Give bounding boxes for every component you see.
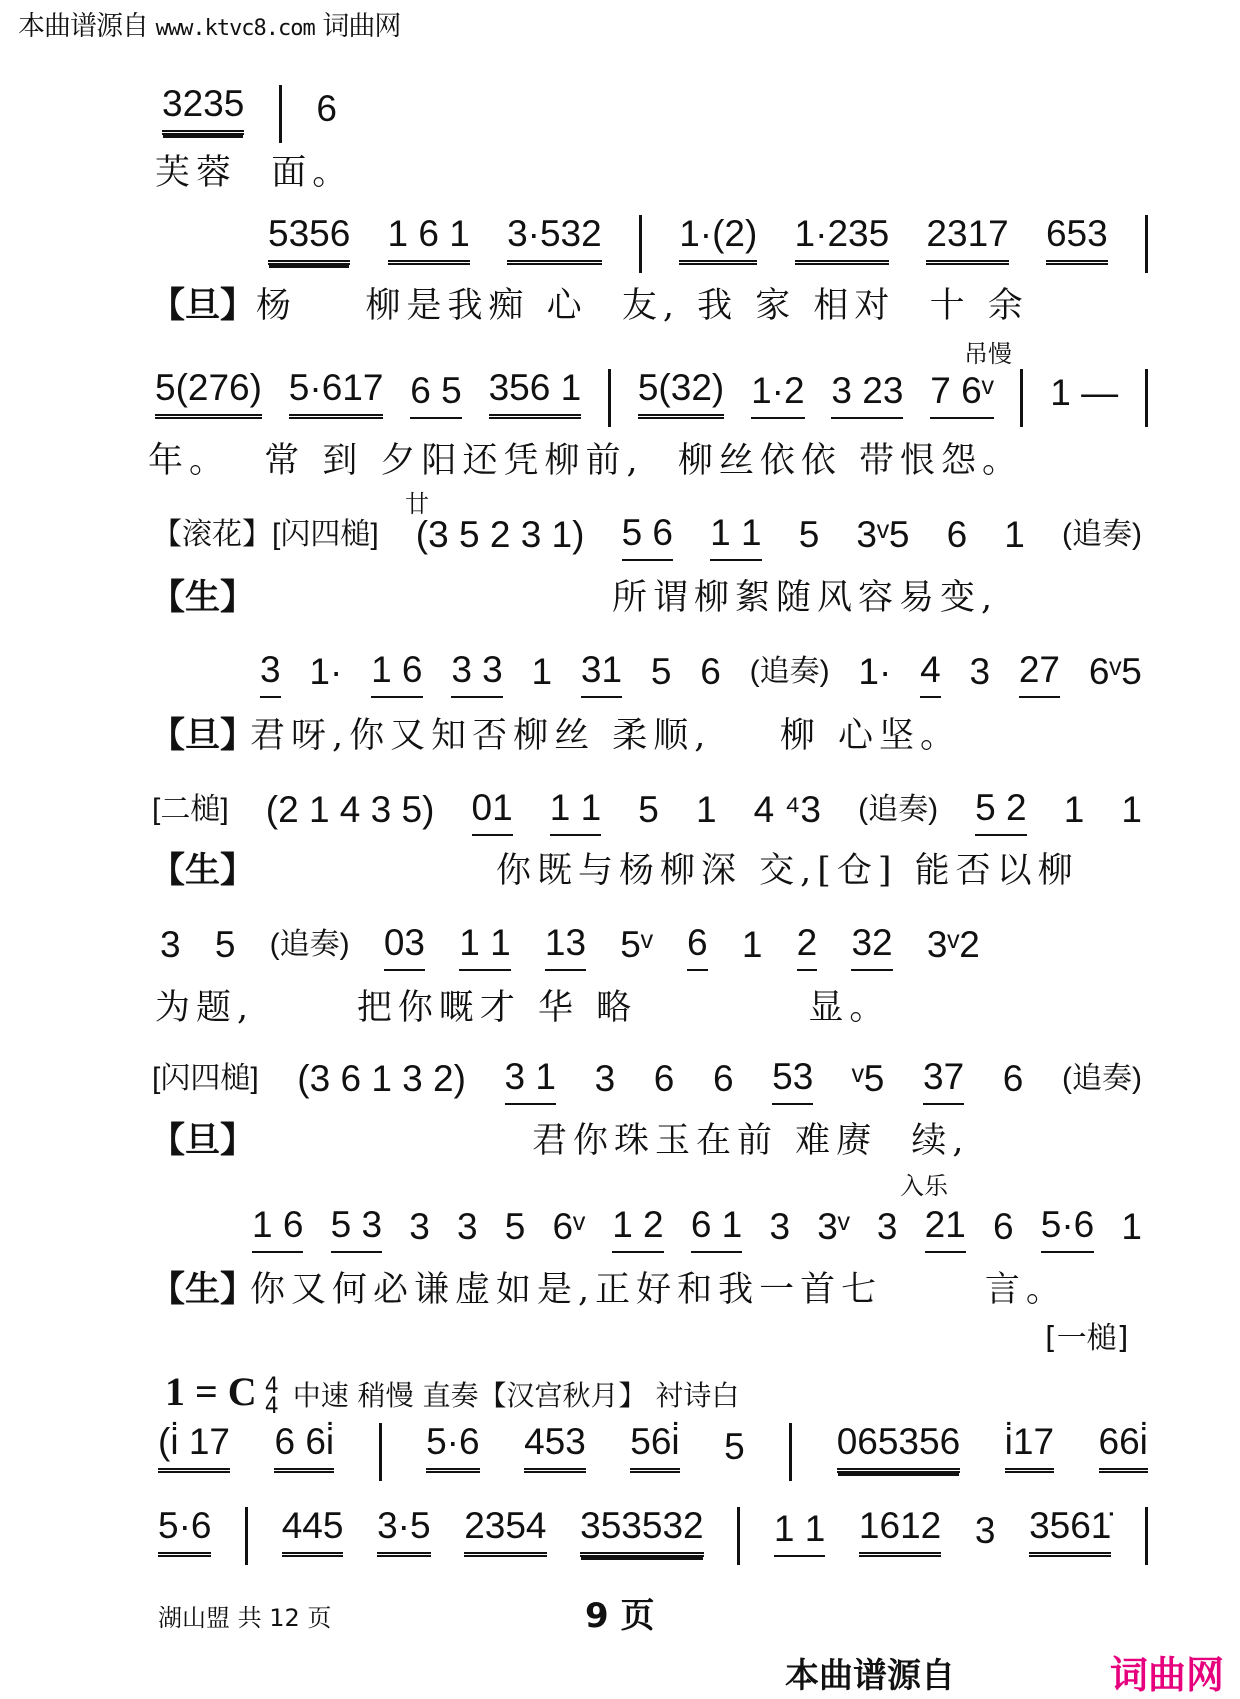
note-group: 5 xyxy=(724,1426,745,1467)
note-group: [二槌] xyxy=(152,793,229,826)
note-group: 653 xyxy=(1046,214,1108,265)
note-group: 1 xyxy=(1121,789,1142,830)
note-group: 66i̇ xyxy=(1099,1422,1148,1473)
barline xyxy=(1020,369,1023,427)
note-group: 5 xyxy=(650,651,672,692)
note-group: 1 xyxy=(741,924,763,965)
role-label-dan: 【旦】 xyxy=(150,286,256,326)
notation-line xyxy=(152,511,1142,561)
note-group: 1·235 xyxy=(795,214,890,265)
note-group: 2354 xyxy=(464,1506,546,1557)
note-group: 1 1 xyxy=(459,923,510,971)
lyric-line: 君你珠玉在前 难赓 续, xyxy=(532,1121,970,1161)
lyric-line: 你又何必谦虚如是,正好和我一首七 言。 xyxy=(250,1270,1067,1310)
role-label-sheng: 【生】 xyxy=(150,1270,256,1310)
time-signature xyxy=(264,1374,279,1419)
watermark-url: www.ktvc8.com xyxy=(155,16,315,41)
note-group: 1· xyxy=(858,651,892,692)
note-group: 3 xyxy=(457,1206,478,1247)
lyric-line: 年。 常 到 夕阳还凭柳前, 柳丝依依 带恨怨。 xyxy=(148,441,1024,481)
note-group: 3561̇ xyxy=(1029,1506,1111,1557)
lyric-line: 芙蓉 面。 xyxy=(155,153,354,193)
note-group: 5·6 xyxy=(1041,1205,1094,1253)
note-group: 1 xyxy=(695,789,717,830)
barline xyxy=(639,215,642,273)
barline xyxy=(279,85,282,143)
note-group: (3 5 2 3 1) xyxy=(415,514,585,555)
note-group: 5(32) xyxy=(638,368,724,419)
note-group: 445 xyxy=(282,1506,344,1557)
note-group: 1 2 xyxy=(612,1205,663,1253)
note-group: 3ᵛ xyxy=(817,1206,850,1247)
note-group: (追奏) xyxy=(749,655,830,688)
note-group: 453 xyxy=(524,1422,586,1473)
note-group: 01 xyxy=(472,788,513,836)
note-group: (追奏) xyxy=(269,928,350,961)
barline xyxy=(1145,369,1148,427)
note-group: 4 ⁴3 xyxy=(753,789,821,830)
note-group: 4 xyxy=(920,650,941,698)
song-title: 湖山盟 xyxy=(158,1604,230,1632)
ts-bottom: 4 xyxy=(264,1394,279,1419)
note-group: 353532 xyxy=(580,1506,703,1557)
note-group: 5·6 xyxy=(426,1422,479,1473)
footer-title xyxy=(158,1598,331,1633)
role-label-sheng: 【生】 xyxy=(150,578,256,618)
note-group: 5356 xyxy=(268,214,350,265)
watermark-site: 词曲网 xyxy=(322,11,401,42)
note-group: 3 xyxy=(594,1058,616,1099)
note-group: 6ᵛ5 xyxy=(1088,651,1142,692)
lyric-line: 所谓柳絮随风容易变, xyxy=(612,578,999,618)
note-group: 3 xyxy=(260,650,281,698)
note-group: (i̇ 17 xyxy=(158,1422,230,1473)
note-group: 3 xyxy=(974,1510,996,1551)
note-group: 27 xyxy=(1019,650,1060,698)
note-group: 5 2 xyxy=(975,788,1026,836)
barline xyxy=(245,1507,248,1565)
watermark-bottom-text: 本曲谱源自 xyxy=(785,1656,955,1696)
note-group: 356 1 xyxy=(489,368,582,419)
percussion-mark: [一槌] xyxy=(1045,1321,1129,1356)
note-group: 【滚花】[闪四槌] xyxy=(152,518,379,551)
barline xyxy=(608,369,611,427)
barline xyxy=(1145,1507,1148,1565)
notation-line xyxy=(162,85,337,135)
note-group: 5ᵛ xyxy=(620,924,653,965)
tempo-mark-diaoman: 吊慢 xyxy=(964,340,1012,368)
note-group: 3 xyxy=(876,1206,898,1247)
tempo-text: 中速 稍慢 直奏【汉宫秋月】 衬诗白 xyxy=(292,1379,740,1412)
note-group: (3 6 1 3 2) xyxy=(297,1058,466,1099)
note-group: 1 6 xyxy=(252,1205,303,1253)
note-group: 6 xyxy=(316,88,337,129)
note-group: [闪四槌] xyxy=(152,1062,259,1095)
note-group: 6 xyxy=(700,651,721,692)
note-group: 5·617 xyxy=(289,368,384,419)
note-group: 1612 xyxy=(859,1506,941,1557)
note-group: 6ᵛ xyxy=(552,1206,586,1247)
note-group: 3·5 xyxy=(377,1506,430,1557)
note-group: 065356 xyxy=(837,1422,960,1473)
note-group: 1·2 xyxy=(751,371,804,419)
lyric-line: 你既与杨柳深 交,[仓] 能否以柳 xyxy=(496,851,1079,891)
note-group: 5 xyxy=(798,514,820,555)
note-group: 1 xyxy=(1004,514,1025,555)
free-tempo-mark: 廿 xyxy=(405,490,429,518)
note-group: 6 xyxy=(992,1206,1014,1247)
note-group: 13 xyxy=(545,923,586,971)
note-group: 6 xyxy=(946,514,968,555)
note-group: 53 xyxy=(772,1057,813,1105)
note-group: 1 1 xyxy=(774,1509,825,1557)
note-group: 31 xyxy=(581,650,622,698)
watermark-top xyxy=(18,4,400,43)
notation-line xyxy=(158,1423,1148,1473)
note-group: 6 xyxy=(687,923,708,971)
key: 1 = C xyxy=(165,1369,257,1414)
note-group: 5 xyxy=(214,924,236,965)
note-group: 5 6 xyxy=(622,513,673,561)
notation-line xyxy=(260,648,1142,698)
note-group: 2317 xyxy=(926,214,1008,265)
note-group: 2 xyxy=(797,923,818,971)
lyric-line: 杨 柳是我痴 心 友, 我 家 相对 十 余 xyxy=(256,286,1029,326)
barline xyxy=(1145,215,1148,273)
note-group: i̇17 xyxy=(1005,1422,1054,1473)
note-group: 6 1 xyxy=(691,1205,742,1253)
barline xyxy=(789,1423,792,1481)
note-group: 3 xyxy=(409,1206,430,1247)
note-group: 3 xyxy=(969,651,991,692)
note-group: (追奏) xyxy=(1061,518,1142,551)
notation-line xyxy=(252,1203,1142,1253)
note-group: 1 6 1 xyxy=(388,214,470,265)
notation-line xyxy=(160,921,980,971)
role-label-dan: 【旦】 xyxy=(150,1121,256,1161)
notation-line xyxy=(152,1055,1142,1105)
note-group: 3 1 xyxy=(505,1057,556,1105)
note-group: (追奏) xyxy=(1061,1062,1142,1095)
note-group: 03 xyxy=(384,923,425,971)
role-label-dan: 【旦】 xyxy=(150,716,256,756)
role-label-sheng: 【生】 xyxy=(150,851,256,891)
watermark-text: 本曲谱源自 xyxy=(18,11,148,42)
note-group: 56i̇ xyxy=(630,1422,679,1473)
rule-mark: 入乐 xyxy=(900,1172,948,1200)
page-unit: 页 xyxy=(620,1596,655,1636)
barline xyxy=(379,1423,382,1481)
note-group: 3 xyxy=(769,1206,791,1247)
watermark-bottom-site: 词曲网 xyxy=(1110,1653,1225,1697)
note-group: 5(276) xyxy=(155,368,262,419)
note-group: 1 xyxy=(1063,789,1085,830)
note-group: 3 3 xyxy=(451,650,502,698)
notation-line xyxy=(155,369,1148,419)
note-group: 6 xyxy=(1002,1058,1024,1099)
note-group: 3·532 xyxy=(507,214,602,265)
note-group: 5 xyxy=(638,789,659,830)
lyric-line: 君呀,你又知否柳丝 柔顺, 柳 心坚。 xyxy=(250,716,962,756)
note-group: 6 5 xyxy=(410,371,461,419)
note-group: 1 1 xyxy=(710,513,761,561)
note-group: 21 xyxy=(925,1205,966,1253)
total-pages: 共 12 页 xyxy=(237,1604,332,1632)
note-group: 1 — xyxy=(1050,372,1119,413)
note-group: 1·(2) xyxy=(679,214,757,265)
note-group: 37 xyxy=(923,1057,964,1105)
lyric-line: 为题, 把你嘅才 华 略 显。 xyxy=(155,988,891,1028)
note-group: 5·6 xyxy=(158,1506,211,1557)
note-group: 1 xyxy=(531,651,553,692)
note-group: (2 1 4 3 5) xyxy=(265,789,435,830)
note-group: ᵛ5 xyxy=(851,1058,885,1099)
note-group: 3ᵛ2 xyxy=(926,924,980,965)
page-num: 9 xyxy=(585,1596,609,1636)
notation-line xyxy=(152,786,1142,836)
note-group: 3 xyxy=(160,924,181,965)
note-group: 3235 xyxy=(162,84,244,135)
page-number xyxy=(585,1588,655,1637)
note-group: 1 6 xyxy=(371,650,422,698)
note-group: 6 6i̇ xyxy=(274,1422,334,1473)
note-group: 1· xyxy=(309,651,343,692)
note-group: 1 1 xyxy=(550,788,601,836)
ts-top: 4 xyxy=(264,1374,279,1399)
note-group: 6 xyxy=(712,1058,734,1099)
note-group: 32 xyxy=(851,923,892,971)
note-group: (追奏) xyxy=(858,793,939,826)
note-group: 1 xyxy=(1121,1206,1142,1247)
notation-line xyxy=(158,1507,1148,1557)
note-group: 7 6ᵛ xyxy=(930,371,993,419)
note-group: 5 3 xyxy=(331,1205,382,1253)
barline xyxy=(737,1507,740,1565)
note-group: 5 xyxy=(504,1206,526,1247)
notation-line xyxy=(268,215,1148,265)
note-group: 3 23 xyxy=(831,371,903,419)
key-signature xyxy=(165,1368,739,1417)
note-group: 6 xyxy=(653,1058,675,1099)
note-group: 3ᵛ5 xyxy=(856,514,910,555)
